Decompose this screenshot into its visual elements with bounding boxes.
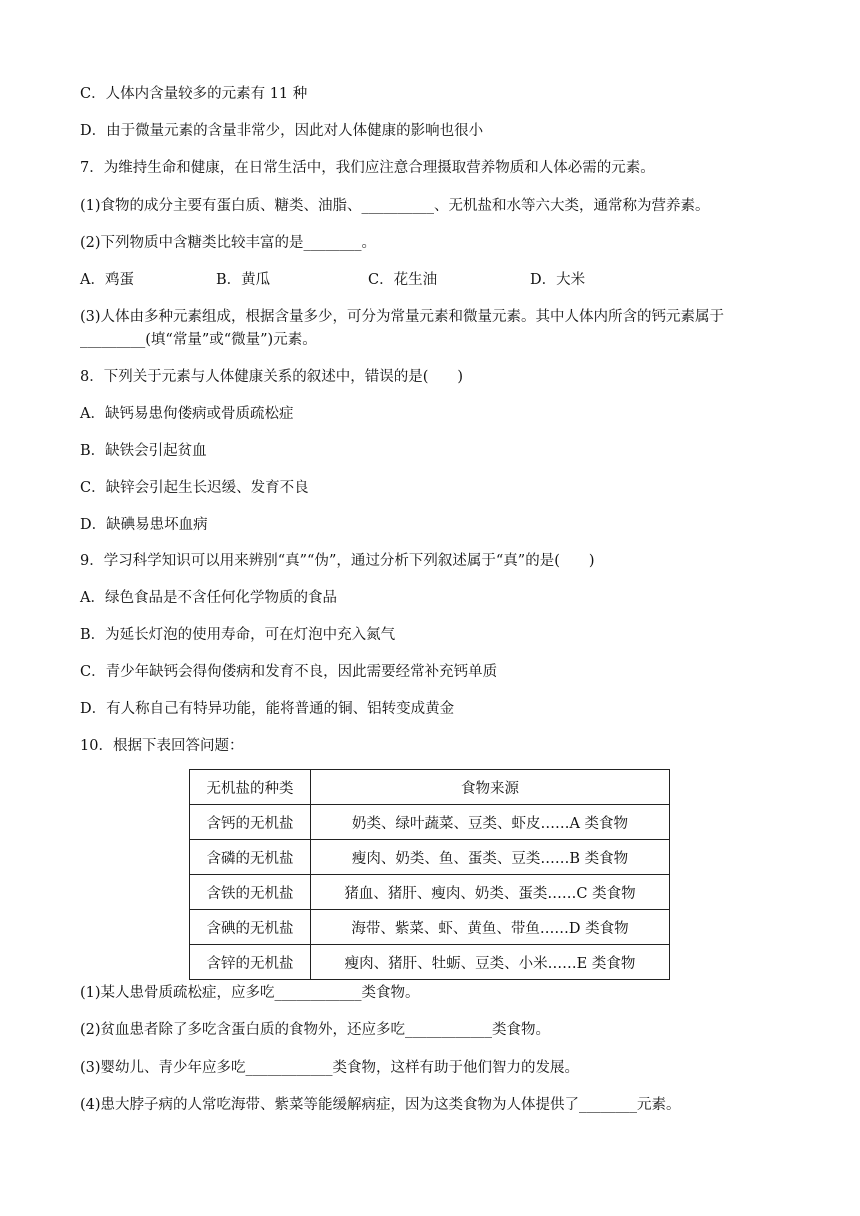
- option-line: D．由于微量元素的含量非常少，因此对人体健康的影响也很小: [80, 123, 484, 139]
- question-10-part-1: (1)某人患骨质疏松症，应多吃____________类食物。: [80, 985, 420, 1001]
- question-9-option-d: D．有人称自己有特异功能，能将普通的铜、铝转变成黄金: [80, 701, 455, 717]
- table-cell: 含铁的无机盐: [190, 875, 311, 910]
- question-9-option-b: B．为延长灯泡的使用寿命，可在灯泡中充入氮气: [80, 627, 396, 643]
- option-a: A．鸡蛋: [80, 272, 134, 288]
- table-header: 食物来源: [311, 770, 670, 805]
- table-cell: 奶类、绿叶蔬菜、豆类、虾皮……A 类食物: [311, 805, 670, 840]
- food-source-table: [189, 769, 670, 980]
- question-7: 7．为维持生命和健康，在日常生活中，我们应注意合理摄取营养物质和人体必需的元素。: [80, 160, 655, 176]
- table-cell: 海带、紫菜、虾、黄鱼、带鱼……D 类食物: [311, 910, 670, 945]
- question-10: 10．根据下表回答问题：: [80, 738, 244, 754]
- option-b: B．黄瓜: [216, 272, 271, 288]
- question-7-part-1: (1)食物的成分主要有蛋白质、糖类、油脂、__________、无机盐和水等六大类，通常称为营养素。: [80, 198, 710, 214]
- table-cell: 含锌的无机盐: [190, 945, 311, 980]
- table-header: 无机盐的种类: [190, 770, 311, 805]
- question-10-part-2: (2)贫血患者除了多吃含蛋白质的食物外，还应多吃____________类食物。: [80, 1022, 551, 1038]
- question-10-part-3: (3)婴幼儿、青少年应多吃____________类食物，这样有助于他们智力的发展。: [80, 1060, 580, 1076]
- table-cell: 瘦肉、猪肝、牡蛎、豆类、小米……E 类食物: [311, 945, 670, 980]
- question-7-part-2: (2)下列物质中含糖类比较丰富的是________。: [80, 235, 377, 251]
- table-row: [190, 805, 670, 840]
- table-row: [190, 875, 670, 910]
- question-8-option-a: A．缺钙易患佝偻病或骨质疏松症: [80, 406, 294, 422]
- question-8-option-d: D．缺碘易患坏血病: [80, 517, 208, 533]
- table-cell: 含磷的无机盐: [190, 840, 311, 875]
- question-8-option-b: B．缺铁会引起贫血: [80, 443, 207, 459]
- question-7-part-3: (3)人体由多种元素组成，根据含量多少，可分为常量元素和微量元素。其中人体内所含的钙元素属于: [80, 309, 725, 325]
- table-row: [190, 945, 670, 980]
- table-cell: 瘦肉、奶类、鱼、蛋类、豆类……B 类食物: [311, 840, 670, 875]
- option-line: C．人体内含量较多的元素有 11 种: [80, 86, 308, 102]
- table-cell: 猪血、猪肝、瘦肉、奶类、蛋类……C 类食物: [311, 875, 670, 910]
- question-8: 8．下列关于元素与人体健康关系的叙述中，错误的是( ): [80, 369, 464, 385]
- table-cell: 含碘的无机盐: [190, 910, 311, 945]
- option-d: D．大米: [530, 272, 586, 288]
- table-cell: 含钙的无机盐: [190, 805, 311, 840]
- table-header-row: [190, 770, 670, 805]
- table-row: [190, 840, 670, 875]
- question-9-option-c: C．青少年缺钙会得佝偻病和发育不良，因此需要经常补充钙单质: [80, 664, 498, 680]
- question-10-part-4: (4)患大脖子病的人常吃海带、紫菜等能缓解病症，因为这类食物为人体提供了________元素。: [80, 1097, 681, 1113]
- question-8-option-c: C．缺锌会引起生长迟缓、发育不良: [80, 480, 309, 496]
- table-row: [190, 910, 670, 945]
- question-9-option-a: A．绿色食品是不含任何化学物质的食品: [80, 590, 337, 606]
- question-7-part-3-cont: _________(填“常量”或“微量”)元素。: [80, 332, 317, 348]
- question-9: 9．学习科学知识可以用来辨别“真”“伪”，通过分析下列叙述属于“真”的是( ): [80, 553, 595, 569]
- option-c: C．花生油: [368, 272, 438, 288]
